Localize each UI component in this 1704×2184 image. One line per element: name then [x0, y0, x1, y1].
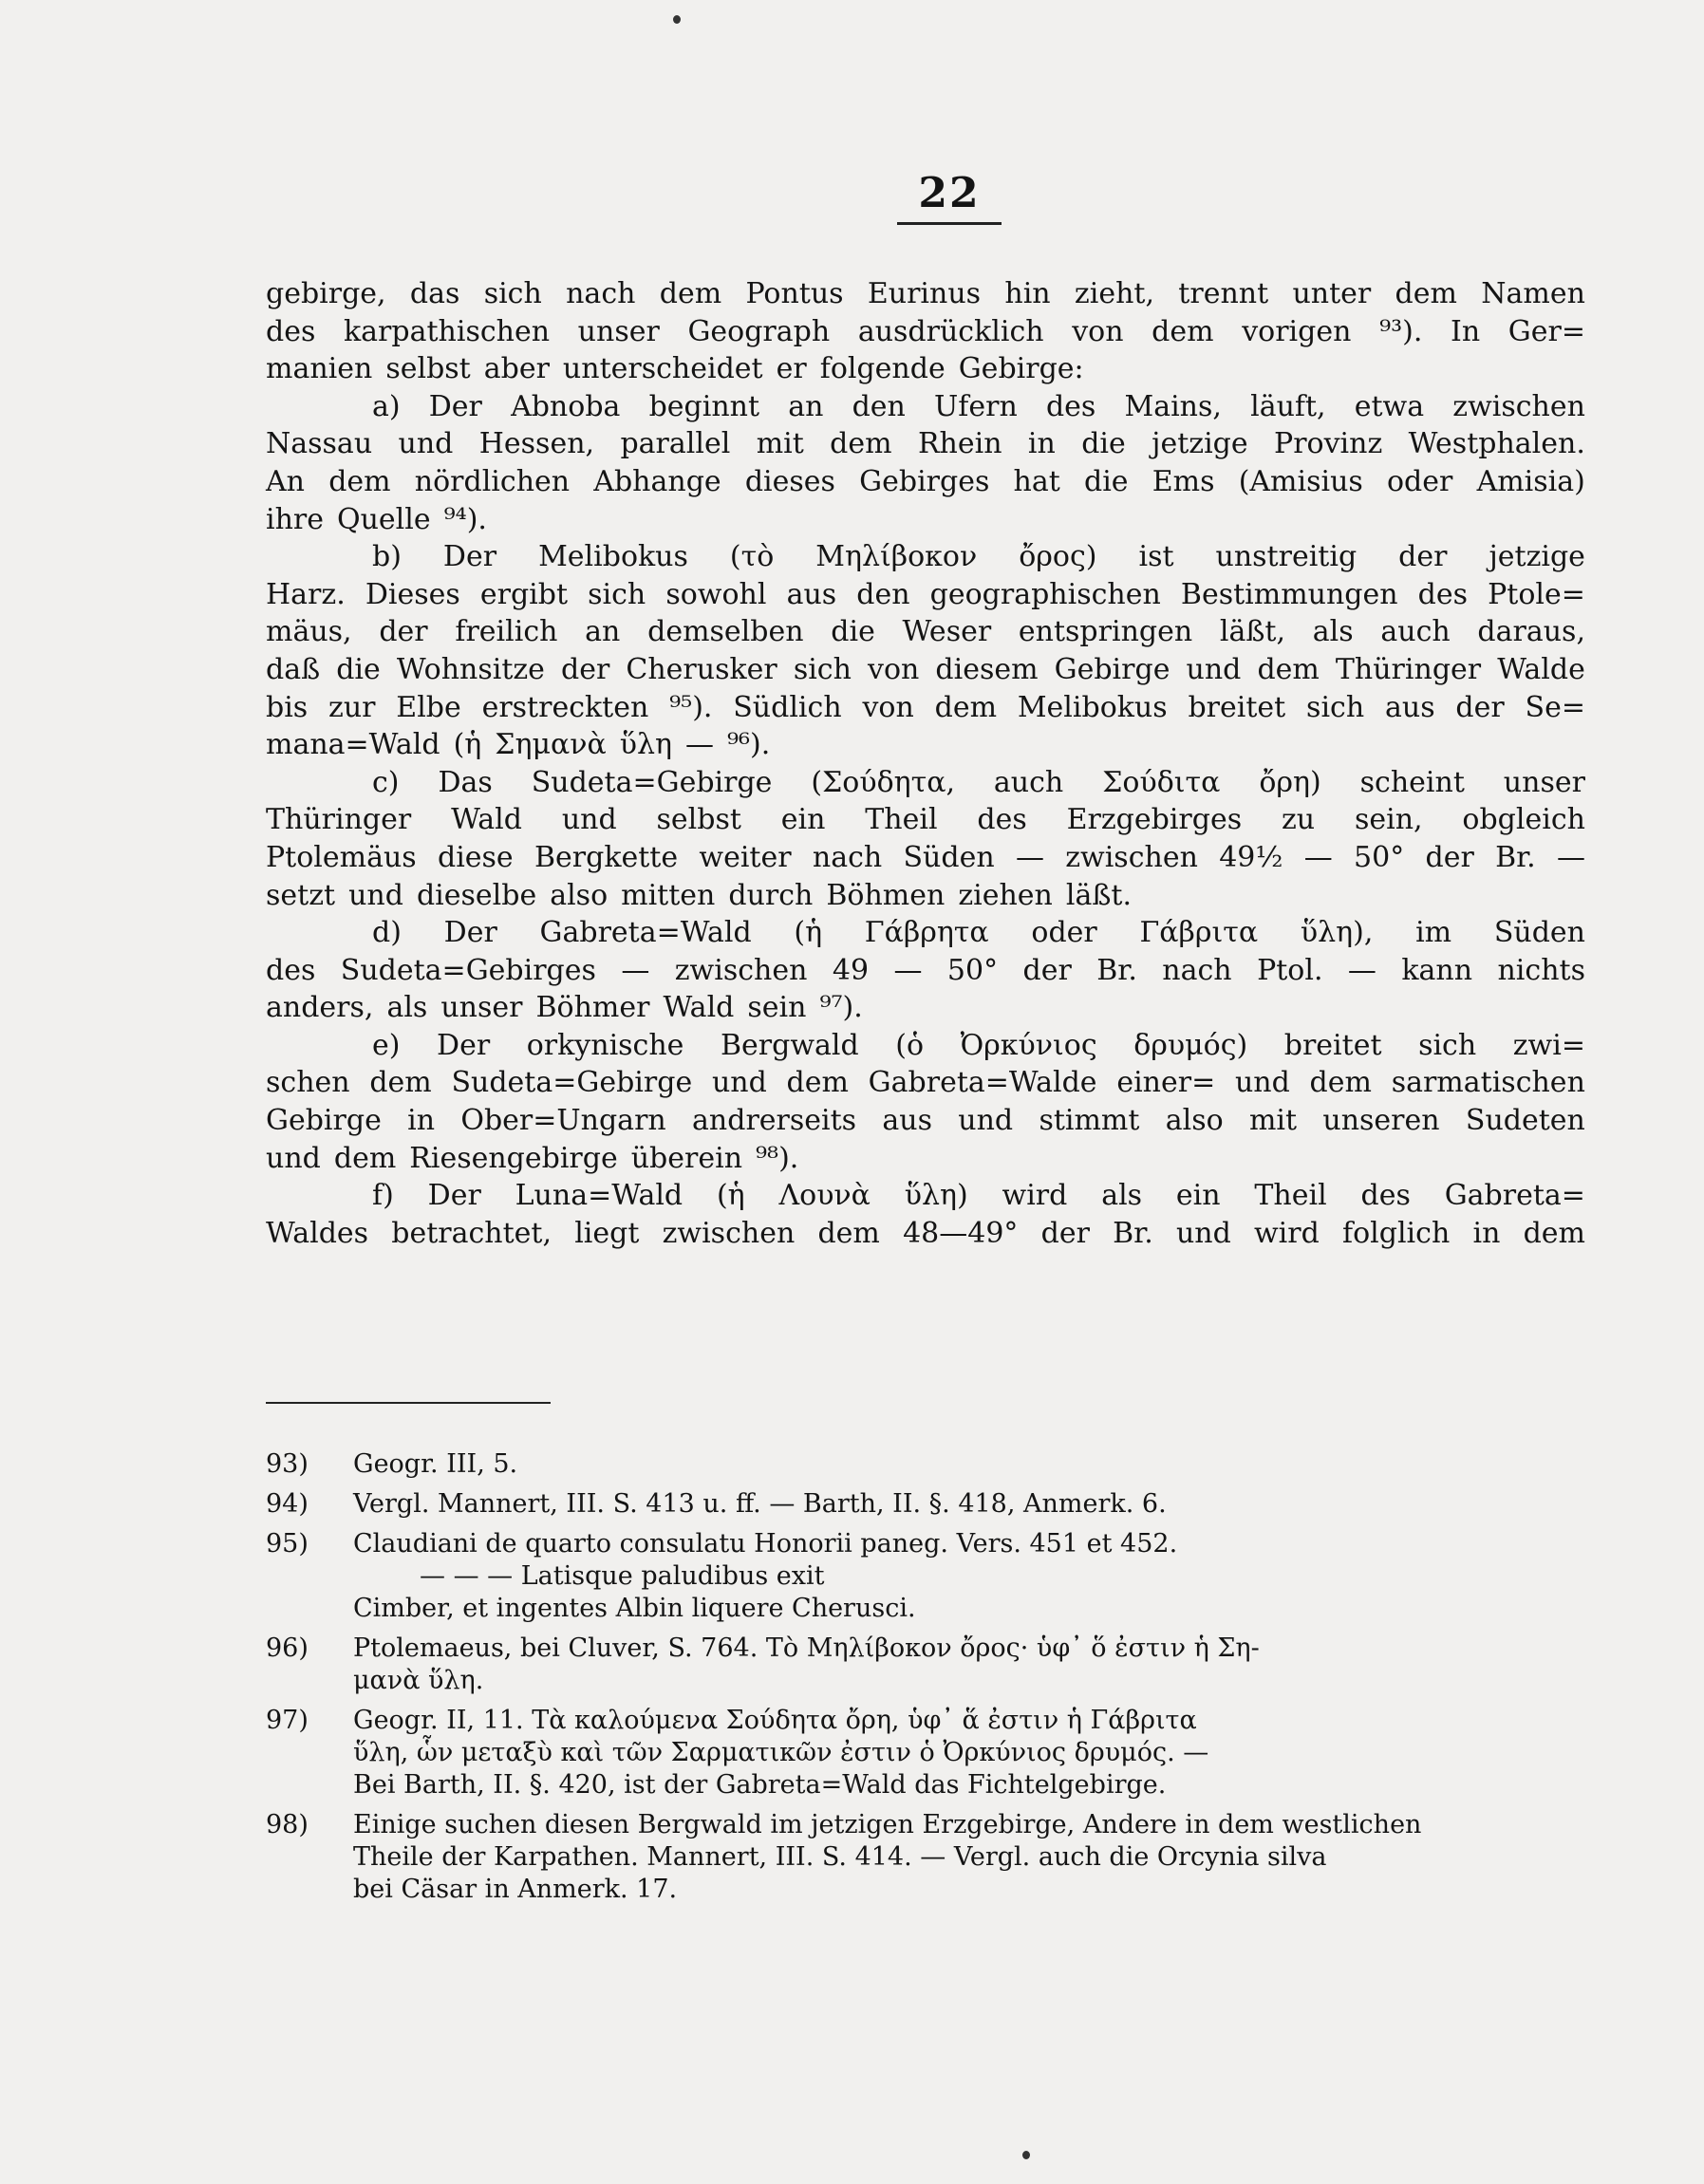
body-line: manien selbst aber unterscheidet er folgende Gebirge:	[266, 352, 1084, 386]
body-line: daß die Wohnsitze der Cherusker sich von diesem Gebirge und dem Thüringer Walde	[266, 652, 1585, 686]
ink-speck	[673, 15, 681, 24]
footnote-number: 93)	[266, 1449, 309, 1479]
body-line: des Sudeta=Gebirges — zwischen 49 — 50° der Br. nach Ptol. — kann nichts	[266, 953, 1585, 987]
footnote-line: Claudiani de quarto consulatu Honorii paneg. Vers. 451 et 452.	[353, 1529, 1178, 1559]
footnote-line: μανὰ ὕλη.	[353, 1666, 484, 1695]
footnote-line: Ptolemaeus, bei Cluver, S. 764. Τὸ Μηλίβοκον ὄρος· ὑφ᾽ ὅ ἐστιν ἡ Ση-	[353, 1633, 1260, 1663]
footnote-line: — — — Latisque paludibus exit	[420, 1561, 825, 1591]
body-line: des karpathischen unser Geograph ausdrücklich von dem vorigen ⁹³). In Ger=	[266, 314, 1585, 348]
body-line: a) Der Abnoba beginnt an den Ufern des Mains, läuft, etwa zwischen	[372, 389, 1585, 423]
footnotes	[266, 1448, 1585, 1913]
footnote	[266, 1528, 1585, 1625]
body-line: bis zur Elbe erstreckten ⁹⁵). Südlich von dem Melibokus breitet sich aus der Se=	[266, 690, 1585, 724]
body-line: mana=Wald (ἡ Σημανὰ ὕλη — ⁹⁶).	[266, 728, 771, 762]
footnote-number: 96)	[266, 1633, 309, 1663]
body-line: mäus, der freilich an demselben die Weser entspringen läßt, als auch daraus,	[266, 615, 1585, 649]
body-text	[266, 275, 1585, 1252]
footnote-line: Cimber, et ingentes Albin liquere Cherusci.	[353, 1594, 916, 1623]
body-line: Thüringer Wald und selbst ein Theil des Erzgebirges zu sein, obgleich	[266, 803, 1585, 837]
body-line: f) Der Luna=Wald (ἡ Λουνὰ ὕλη) wird als ein Theil des Gabreta=	[372, 1179, 1585, 1213]
footnote-gap	[266, 1481, 1585, 1488]
footnote	[266, 1488, 1585, 1521]
footnote-rule	[266, 1402, 551, 1404]
footnote-line: Theile der Karpathen. Mannert, III. S. 414. — Vergl. auch die Orcynia silva	[353, 1842, 1327, 1872]
body-line: Ptolemäus diese Bergkette weiter nach Süden — zwischen 49½ — 50° der Br. —	[266, 840, 1585, 874]
page-number: 22	[918, 169, 981, 217]
body-line: und dem Riesengebirge überein ⁹⁸).	[266, 1141, 799, 1175]
body-line: Gebirge in Ober=Ungarn andrerseits aus und stimmt also mit unseren Sudeten	[266, 1104, 1585, 1138]
footnote-number: 97)	[266, 1706, 309, 1735]
footnote-gap	[266, 1697, 1585, 1705]
body-line: An dem nördlichen Abhange dieses Gebirges hat die Ems (Amisius oder Amisia)	[266, 464, 1585, 498]
footnote-gap	[266, 1521, 1585, 1528]
footnote	[266, 1809, 1585, 1906]
body-line: d) Der Gabreta=Wald (ἡ Γάβρητα oder Γάβριτα ὕλη), im Süden	[372, 916, 1585, 950]
body-line: Nassau und Hessen, parallel mit dem Rhein in die jetzige Provinz Westphalen.	[266, 427, 1585, 461]
footnote-gap	[266, 1625, 1585, 1633]
page-number-rule	[897, 222, 1002, 225]
footnote-line: Geogr. III, 5.	[353, 1449, 518, 1479]
footnote-gap	[266, 1801, 1585, 1809]
footnote-line: Einige suchen diesen Bergwald im jetzigen Erzgebirge, Andere in dem westlichen	[353, 1810, 1422, 1839]
body-line: b) Der Melibokus (τὸ Μηλίβοκον ὄρος) ist unstreitig der jetzige	[372, 540, 1585, 574]
footnote	[266, 1633, 1585, 1697]
body-line: anders, als unser Böhmer Wald sein ⁹⁷).	[266, 991, 863, 1025]
footnote-number: 95)	[266, 1529, 309, 1559]
footnote-number: 94)	[266, 1489, 309, 1519]
body-line: e) Der orkynische Bergwald (ὁ Ὀρκύνιος δρυμός) breitet sich zwi=	[372, 1028, 1585, 1062]
body-line: ihre Quelle ⁹⁴).	[266, 502, 487, 536]
footnote	[266, 1448, 1585, 1481]
footnote-gap	[266, 1906, 1585, 1913]
ink-speck	[1022, 2151, 1030, 2159]
body-line: c) Das Sudeta=Gebirge (Σούδητα, auch Σούδιτα ὄρη) scheint unser	[372, 765, 1585, 799]
footnote-line: Bei Barth, II. §. 420, ist der Gabreta=Wald das Fichtelgebirge.	[353, 1770, 1167, 1800]
footnote-line: Geogr. II, 11. Τὰ καλούμενα Σούδητα ὄρη, ὑφ᾽ ἅ ἐστιν ἡ Γάβριτα	[353, 1706, 1197, 1735]
footnote	[266, 1705, 1585, 1801]
body-line: setzt und dieselbe also mitten durch Böhmen ziehen läßt.	[266, 878, 1133, 912]
footnote-line: ὕλη, ὧν μεταξὺ καὶ τῶν Σαρματικῶν ἐστιν ὁ Ὀρκύνιος δρυμός. —	[353, 1738, 1209, 1767]
body-line: gebirge, das sich nach dem Pontus Eurinus hin zieht, trennt unter dem Namen	[266, 277, 1585, 310]
footnote-line: Vergl. Mannert, III. S. 413 u. ff. — Barth, II. §. 418, Anmerk. 6.	[353, 1489, 1167, 1519]
body-line: Waldes betrachtet, liegt zwischen dem 48—49° der Br. und wird folglich in dem	[266, 1216, 1585, 1250]
footnote-number: 98)	[266, 1810, 309, 1839]
footnote-line: bei Cäsar in Anmerk. 17.	[353, 1875, 678, 1904]
body-line: Harz. Dieses ergibt sich sowohl aus den geographischen Bestimmungen des Ptole=	[266, 577, 1585, 611]
body-line: schen dem Sudeta=Gebirge und dem Gabreta=Walde einer= und dem sarmatischen	[266, 1066, 1585, 1100]
